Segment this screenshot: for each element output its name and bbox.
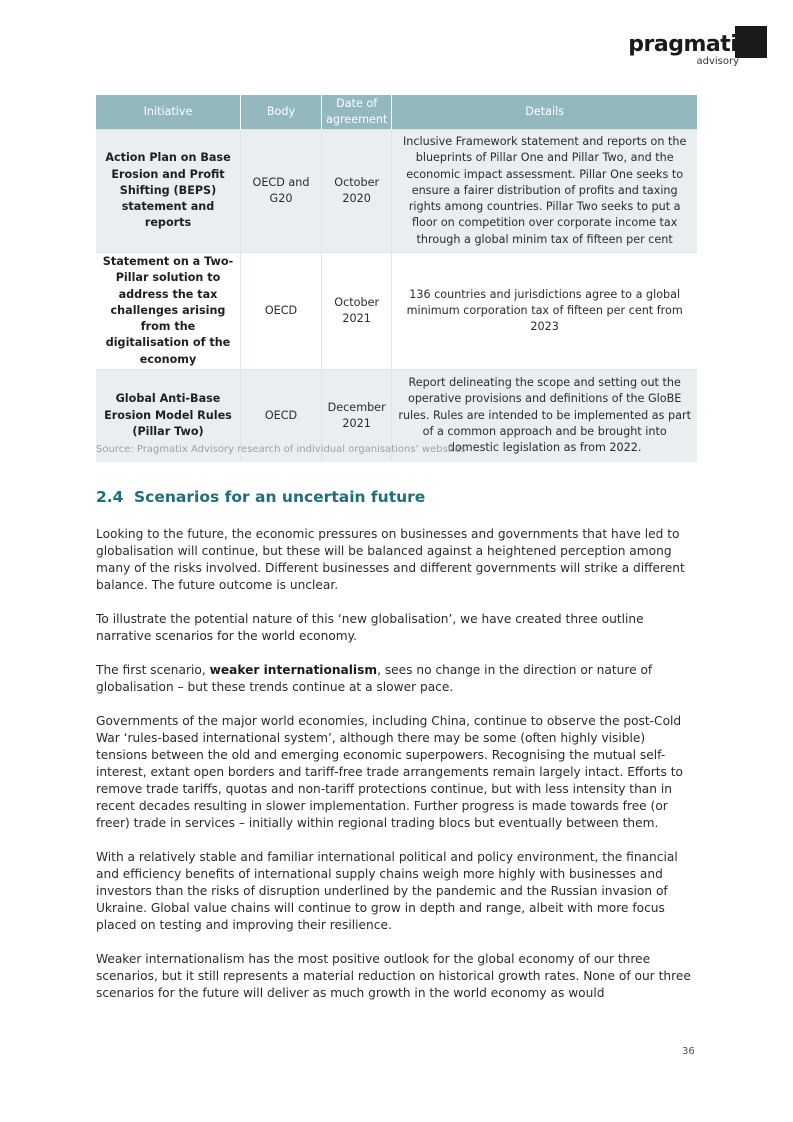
cell-body: OECD and G20 <box>241 130 322 253</box>
cell-details: 136 countries and jurisdictions agree to a global minimum corporation tax of fifteen per cent from 2023 <box>392 253 697 370</box>
cell-body: OECD <box>241 253 322 370</box>
header-date: Date of agreement <box>322 95 392 130</box>
paragraph: Governments of the major world economies, including China, continue to observe the post-Cold War ‘rules-based international system’, although there may be some (often highly visible) tensions between the old and emerging economic superpowers. Recognising the mutual self-interest, extant open borders and tariff-free trade arrangements remain largely intact. Efforts to remove trade tariffs, quotas and non-tariff protections continue, but with less intensity than in recent decades resulting in slower implementation. Further progress is made towards free (or freer) trade in services – initially within regional trading blocs but eventually between them. <box>96 714 683 830</box>
cell-initiative: Action Plan on Base Erosion and Profit Shifting (BEPS) statement and reports <box>96 130 241 253</box>
page-number: 36 <box>682 1046 695 1057</box>
cell-body: OECD <box>241 370 322 462</box>
table-header-row <box>96 95 697 130</box>
cell-date: October 2021 <box>322 253 392 370</box>
logo-subtitle: advisory <box>696 56 739 67</box>
scenario-name-bold: weaker internationalism <box>209 663 378 677</box>
header-initiative: Initiative <box>96 95 241 130</box>
table-row <box>96 253 697 370</box>
initiatives-table <box>96 95 697 462</box>
section-heading <box>96 488 425 506</box>
section-number: 2.4 <box>96 488 124 506</box>
paragraph <box>96 662 696 696</box>
cell-initiative: Statement on a Two-Pillar solution to address the tax challenges arising from the digitalisation of the economy <box>96 253 241 370</box>
paragraph-text: The first scenario, <box>96 663 210 677</box>
table-source-note: Source: Pragmatix Advisory research of individual organisations’ websites <box>96 444 466 455</box>
logo-wordmark: pragmatix <box>628 32 751 57</box>
section-title: Scenarios for an uncertain future <box>134 488 426 506</box>
cell-date: December 2021 <box>322 370 392 462</box>
paragraph: Weaker internationalism has the most positive outlook for the global economy of our three scenarios, but it still represents a material reduction on historical growth rates. None of our three scenarios for the future will deliver as much growth in the world economy as would <box>96 952 691 1000</box>
paragraph: To illustrate the potential nature of this ‘new globalisation’, we have created three outline narrative scenarios for the world economy. <box>96 612 644 643</box>
header-details: Details <box>392 95 697 130</box>
paragraph: With a relatively stable and familiar international political and policy environment, the financial and efficiency benefits of international supply chains weigh more highly with businesses and investors than the risks of disruption underlined by the pandemic and the Russian invasion of Ukraine. Global value chains will continue to grow in depth and range, albeit with more focus placed on testing and improving their resilience. <box>96 850 678 932</box>
paragraph: Looking to the future, the economic pressures on businesses and governments that have led to globalisation will continue, but these will be balanced against a heightened perception among many of the risks involved. Different businesses and different governments will strike a different balance. The future outcome is unclear. <box>96 527 685 592</box>
table-row <box>96 130 697 253</box>
cell-date: October 2020 <box>322 130 392 253</box>
pragmatix-logo <box>627 26 767 70</box>
cell-details: Inclusive Framework statement and reports on the blueprints of Pillar One and Pillar Two, and the economic impact assessment. Pillar One seeks to ensure a fairer distribution of profits and taxing rights among countries. Pillar Two seeks to put a floor on competition over corporate income tax through a global minim tax of fifteen per cent <box>392 130 697 253</box>
cell-initiative: Global Anti-Base Erosion Model Rules (Pillar Two) <box>96 370 241 462</box>
paragraph-text: , sees no change in the direction or nature of globalisation – but these trends continue at a slower pace. <box>96 663 653 694</box>
header-body: Body <box>241 95 322 130</box>
body-text <box>96 526 696 1019</box>
cell-details: Report delineating the scope and setting out the operative provisions and definitions of the GloBE rules. Rules are intended to be implemented as part of a common approach and be brought into domestic legislation as from 2022. <box>392 370 697 462</box>
